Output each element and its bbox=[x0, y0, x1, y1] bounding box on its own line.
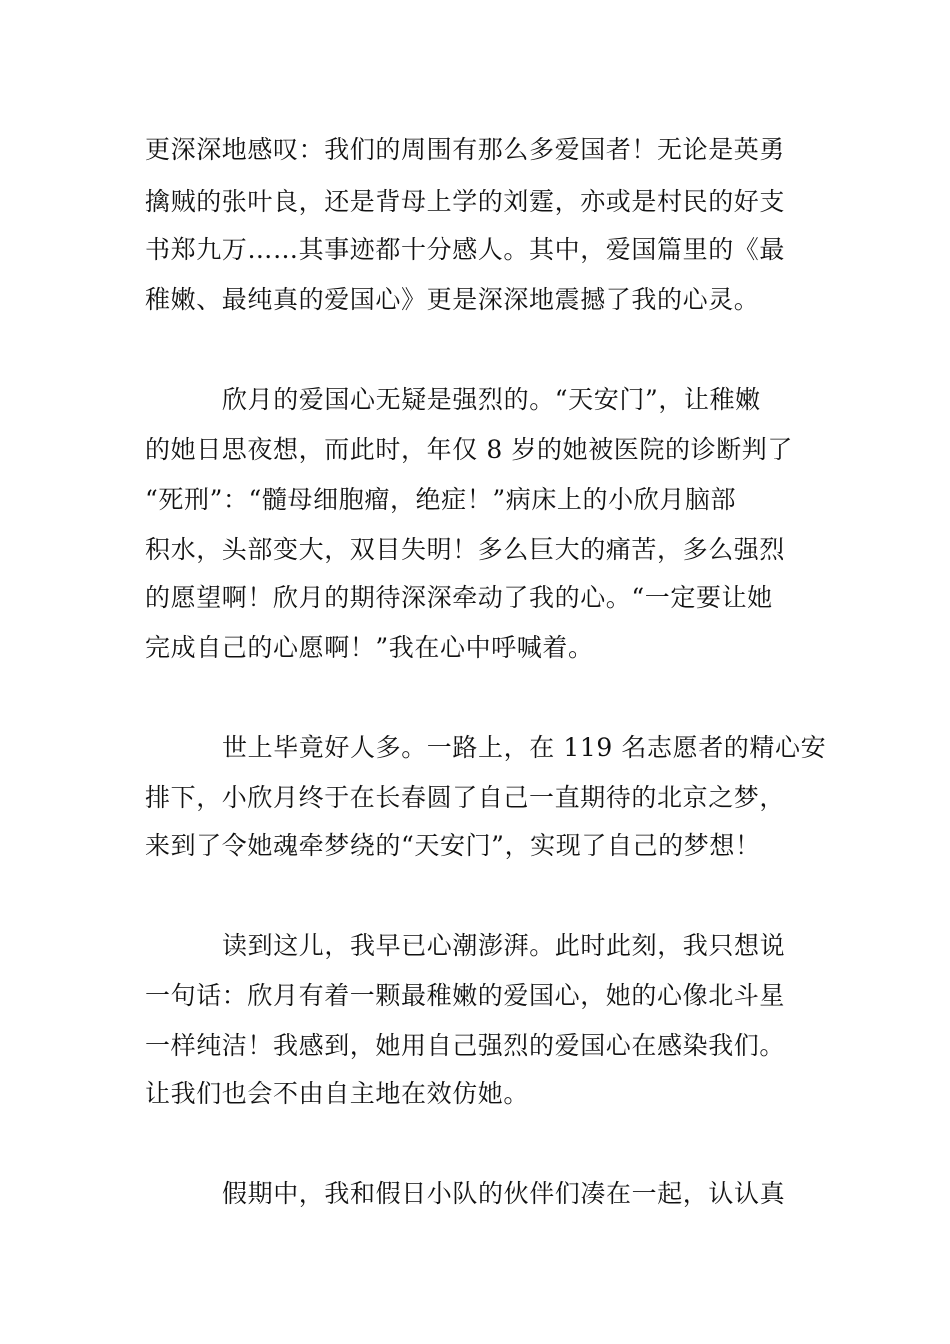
paragraph-4-line-2: 一句话：欣月有着一颗最稚嫩的爱国心，她的心像北斗星 bbox=[145, 981, 786, 1010]
paragraph-2-line-3: “死刑”：“髓母细胞瘤，绝症！”病床上的小欣月脑部 bbox=[145, 485, 737, 514]
paragraph-1-line-1: 更深深地感叹：我们的周围有那么多爱国者！无论是英勇 bbox=[145, 135, 786, 164]
paragraph-1-line-4: 稚嫩、最纯真的爱国心》更是深深地震撼了我的心灵。 bbox=[145, 285, 760, 314]
paragraph-5-line-1: 假期中，我和假日小队的伙伴们凑在一起，认认真 bbox=[222, 1179, 786, 1208]
paragraph-2-line-5: 的愿望啊！欣月的期待深深牵动了我的心。“一定要让她 bbox=[145, 583, 773, 612]
paragraph-2-line-1: 欣月的爱国心无疑是强烈的。“天安门”，让稚嫩 bbox=[222, 385, 761, 414]
paragraph-2-line-4: 积水，头部变大，双目失明！多么巨大的痛苦，多么强烈 bbox=[145, 535, 786, 564]
paragraph-4-line-4: 让我们也会不由自主地在效仿她。 bbox=[145, 1079, 530, 1108]
paragraph-2-line-2: 的她日思夜想，而此时，年仅 8 岁的她被医院的诊断判了 bbox=[145, 435, 794, 464]
paragraph-4-line-1: 读到这儿，我早已心潮澎湃。此时此刻，我只想说 bbox=[222, 931, 786, 960]
paragraph-3-line-2: 排下，小欣月终于在长春圆了自己一直期待的北京之梦， bbox=[145, 783, 786, 812]
paragraph-2-line-6: 完成自己的心愿啊！”我在心中呼喊着。 bbox=[145, 633, 594, 662]
paragraph-4-line-3: 一样纯洁！我感到，她用自己强烈的爱国心在感染我们。 bbox=[145, 1031, 786, 1060]
paragraph-1-line-3: 书郑九万……其事迹都十分感人。其中，爱国篇里的《最 bbox=[145, 235, 786, 264]
paragraph-1-line-2: 擒贼的张叶良，还是背母上学的刘霆，亦或是村民的好支 bbox=[145, 187, 786, 216]
paragraph-3-line-3: 来到了令她魂牵梦绕的“天安门”，实现了自己的梦想！ bbox=[145, 831, 761, 860]
paragraph-3-line-1: 世上毕竟好人多。一路上，在 119 名志愿者的精心安 bbox=[222, 733, 827, 762]
